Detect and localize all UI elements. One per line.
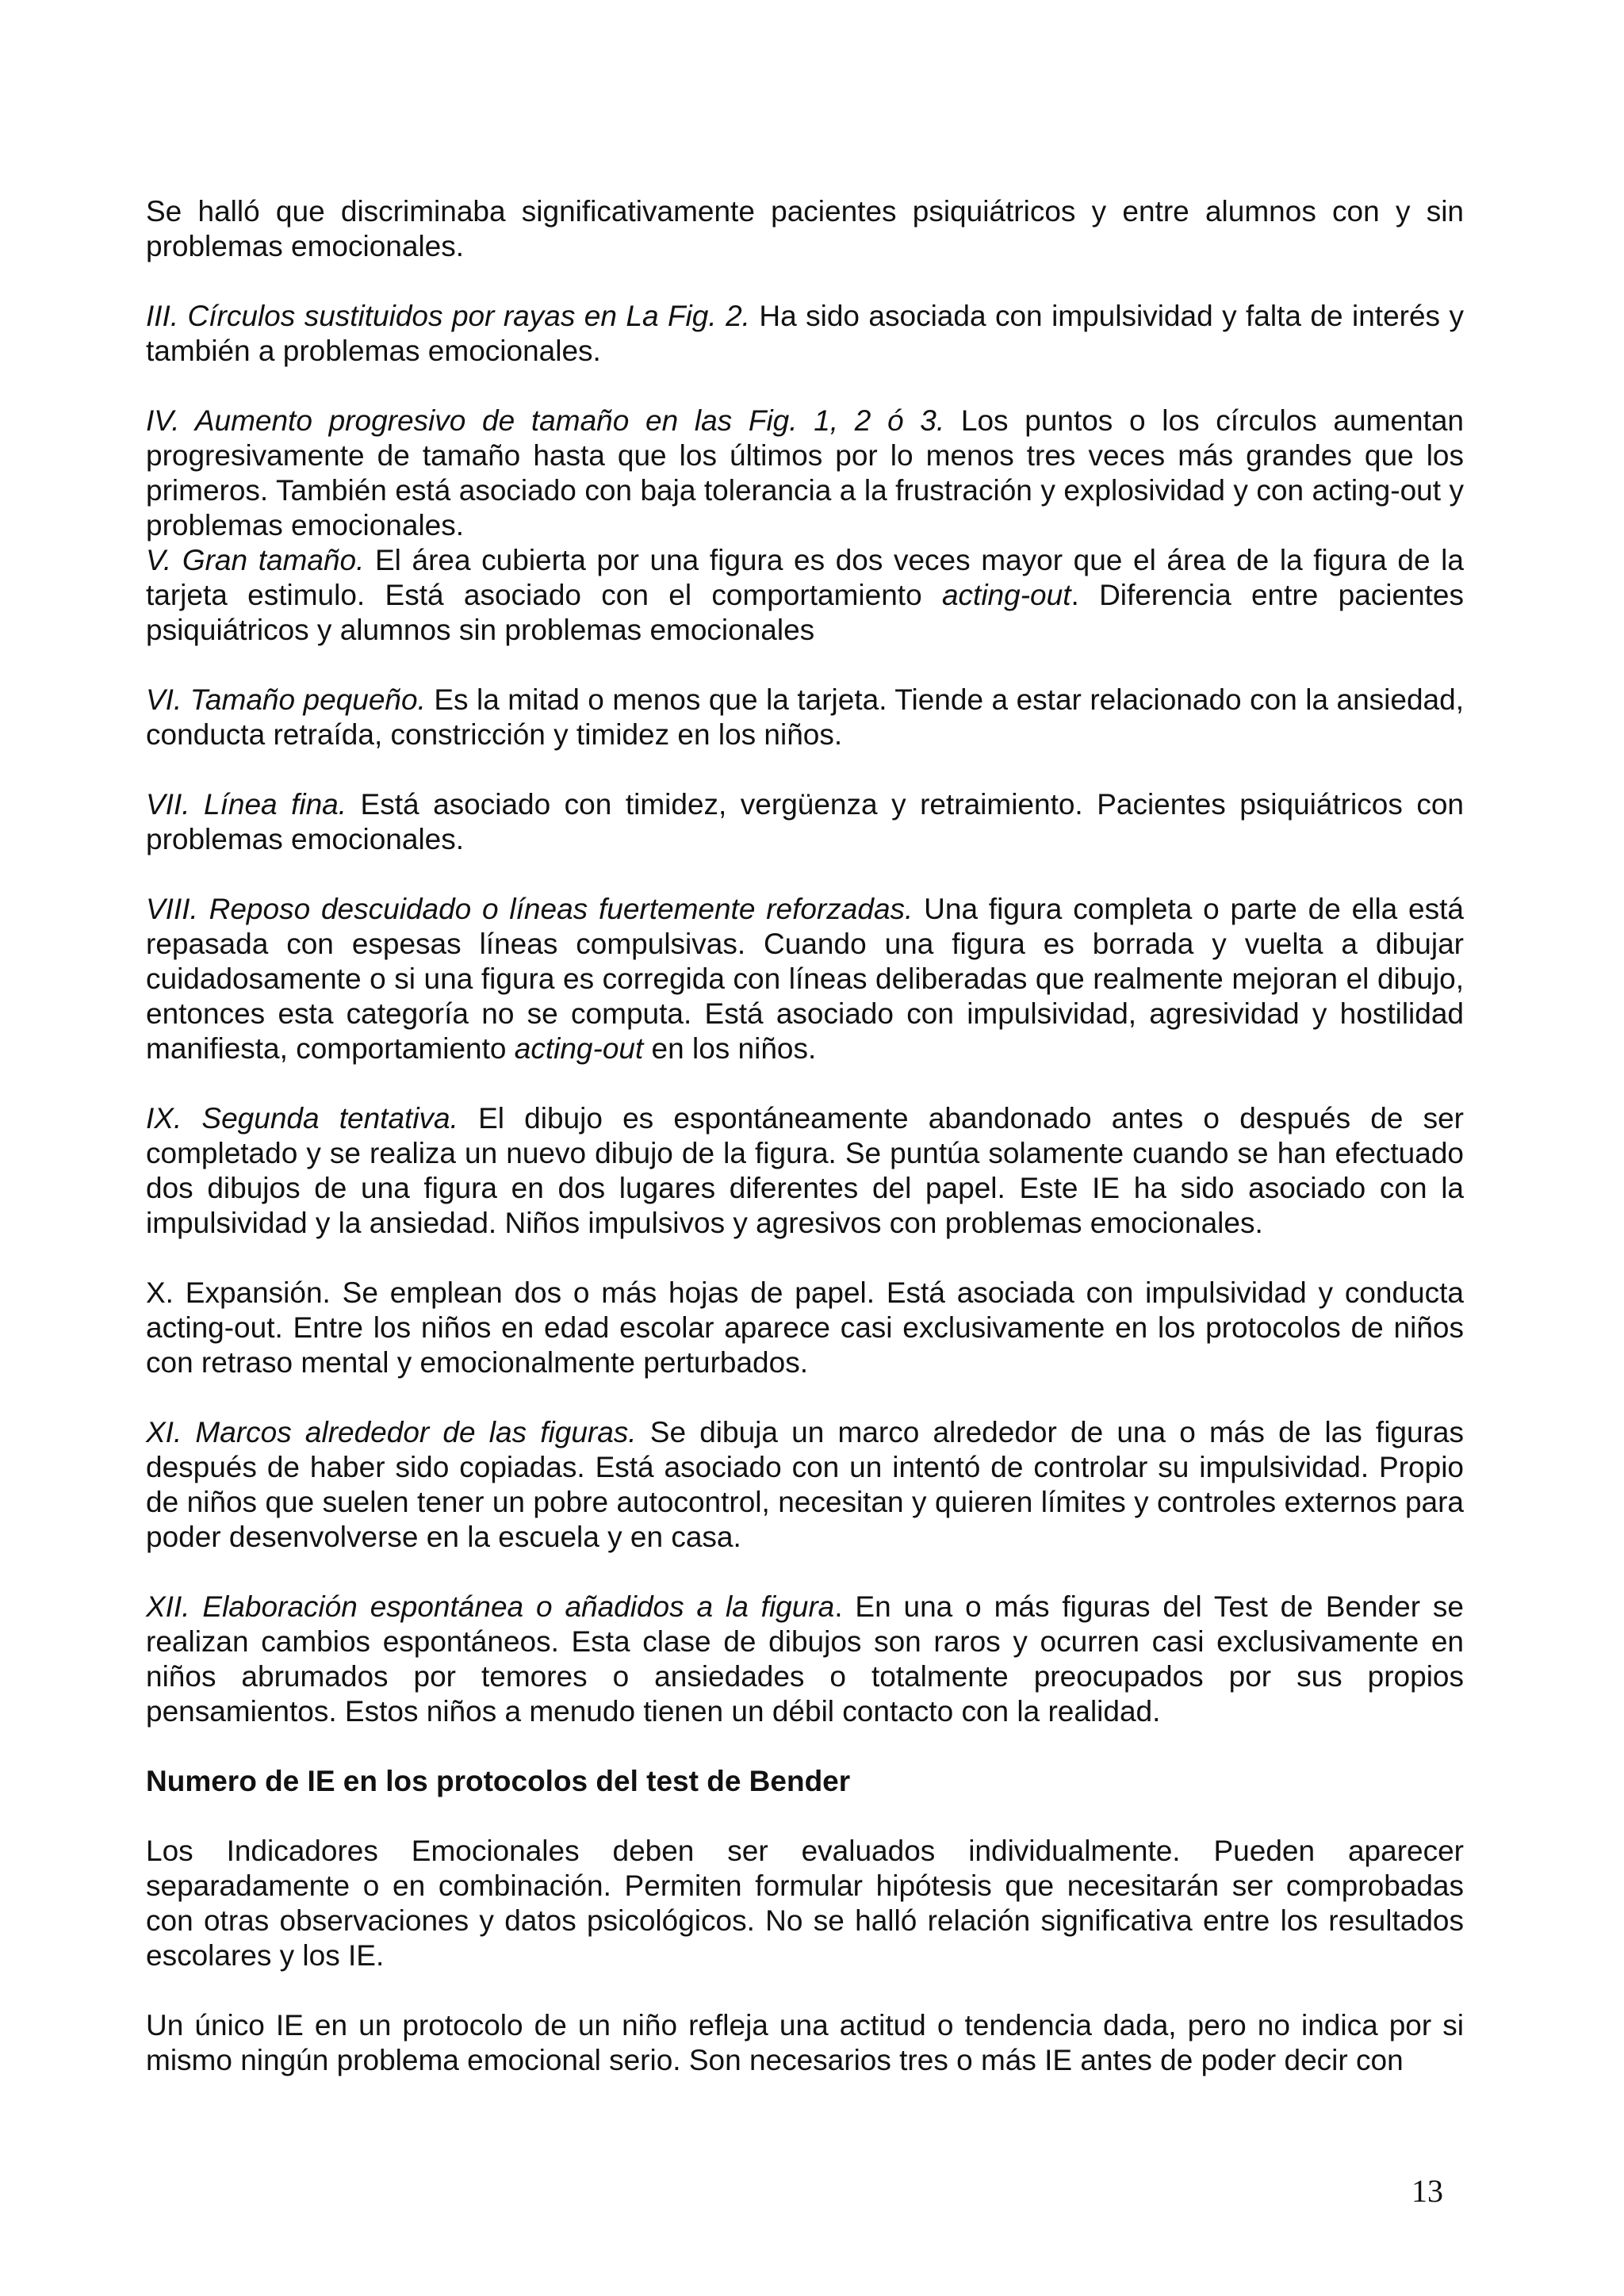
indicator-iv — [146, 404, 1464, 543]
indicator-title: XI. Marcos alrededor de las figuras. — [146, 1416, 637, 1448]
section-heading: Numero de IE en los protocolos del test de Bender — [146, 1765, 851, 1797]
indicator-v — [146, 543, 1464, 648]
section-paragraph — [146, 1834, 1464, 1973]
indicator-title: VIII. Reposo descuidado o líneas fuertemente reforzadas. — [146, 893, 914, 925]
indicator-vi — [146, 683, 1464, 752]
paragraph-text: Se halló que discriminaba significativamente pacientes psiquiátricos y entre alumnos con y sin problemas emocionales. — [146, 195, 1464, 262]
indicator-iii — [146, 299, 1464, 369]
indicator-title: VII. Línea fina. — [146, 788, 347, 821]
indicator-viii — [146, 892, 1464, 1066]
indicator-title: IX. Segunda tentativa. — [146, 1102, 458, 1135]
indicator-text: en los niños. — [643, 1032, 817, 1065]
paragraph-text: Los Indicadores Emocionales deben ser evaluados individualmente. Pueden aparecer separadamente o en combinación. Permiten formular hipótesis que necesitarán ser comprobadas con otras observaciones y datos psicológicos. No se halló relación significativa entre los resultados escolares y los IE. — [146, 1835, 1464, 1972]
indicator-ix — [146, 1101, 1464, 1241]
section-paragraph — [146, 2008, 1464, 2078]
indicator-title: XII. Elaboración espontánea o añadidos a la figura — [146, 1590, 835, 1623]
indicator-text: . En una o más figuras del Test de Bender se realizan cambios espontáneos. Esta clase de dibujos son raros y ocurren casi exclusivamente en niños abrumados por temores o ansiedades o totalmente preocupados por sus propios pensamientos. Estos niños a menudo tienen un débil contacto con la realidad. — [146, 1590, 1464, 1728]
page-number: 13 — [1411, 2173, 1443, 2209]
indicator-vii — [146, 787, 1464, 857]
indicator-text: Los puntos o los círculos aumentan progresivamente de tamaño hasta que los últimos por lo menos tres veces más grandes que los primeros. También está asociado con baja tolerancia a la frustración y explosividad y con acting-out y problemas emocionales. — [146, 404, 1465, 541]
indicator-xi — [146, 1415, 1464, 1555]
indicator-italic-term: acting-out — [514, 1032, 644, 1065]
indicator-italic-term: acting-out — [941, 579, 1071, 611]
indicator-text: Ha sido asociada con impulsividad y falta de interés y también a problemas emocionales. — [146, 300, 1464, 367]
indicator-text: Es la mitad o menos que la tarjeta. Tiende a estar relacionado con la ansiedad, conducta retraída, constricción y timidez en los niños. — [146, 683, 1464, 751]
indicator-text: Está asociado con timidez, vergüenza y retraimiento. Pacientes psiquiátricos con problemas emocionales. — [146, 788, 1464, 855]
indicator-title: V. Gran tamaño. — [146, 544, 365, 576]
indicator-x — [146, 1276, 1464, 1380]
indicator-title: VI. Tamaño pequeño. — [146, 683, 426, 716]
indicator-text: Una figura completa o parte de ella está repasada con espesas líneas compulsivas. Cuando una figura es borrada y vuelta a dibujar cuidadosamente o si una figura es corregida con líneas deliberadas que realmente mejoran el dibujo, entonces esta categoría no se computa. Está asociado con impulsividad, agresividad y hostilidad manifiesta, comportamiento — [146, 893, 1464, 1065]
indicator-title: IV. Aumento progresivo de tamaño en las Fig. 1, 2 ó 3. — [146, 404, 945, 437]
document-body — [146, 194, 1464, 2078]
indicator-text: . Diferencia entre pacientes psiquiátricos y alumnos sin problemas emocionales — [146, 579, 1465, 646]
indicator-text: Se dibuja un marco alrededor de una o más de las figuras después de haber sido copiadas. Está asociado con un intentó de controlar su impulsividad. Propio de niños que suelen tener un pobre autocontrol, necesitan y quieren límites y controles externos para poder desenvolverse en la escuela y en casa. — [146, 1416, 1464, 1553]
indicator-text: El área cubierta por una figura es dos veces mayor que el área de la figura de la tarjeta estimulo. Está asociado con el comportamiento — [146, 544, 1464, 611]
indicator-text: El dibujo es espontáneamente abandonado antes o después de ser completado y se realiza un nuevo dibujo de la figura. Se puntúa solamente cuando se han efectuado dos dibujos de una figura en dos lugares diferentes del papel. Este IE ha sido asociado con la impulsividad y la ansiedad. Niños impulsivos y agresivos con problemas emocionales. — [146, 1102, 1464, 1239]
indicator-text: X. Expansión. Se emplean dos o más hojas de papel. Está asociada con impulsividad y conducta acting-out. Entre los niños en edad escolar aparece casi exclusivamente en los protocolos de niños con retraso mental y emocionalmente perturbados. — [146, 1276, 1464, 1379]
indicator-title: III. Círculos sustituidos por rayas en La Fig. 2. — [146, 300, 750, 332]
paragraph-text: Un único IE en un protocolo de un niño refleja una actitud o tendencia dada, pero no indica por si mismo ningún problema emocional serio. Son necesarios tres o más IE antes de poder decir con — [146, 2009, 1464, 2076]
paragraph-intro — [146, 194, 1464, 264]
indicator-xii — [146, 1590, 1464, 1729]
